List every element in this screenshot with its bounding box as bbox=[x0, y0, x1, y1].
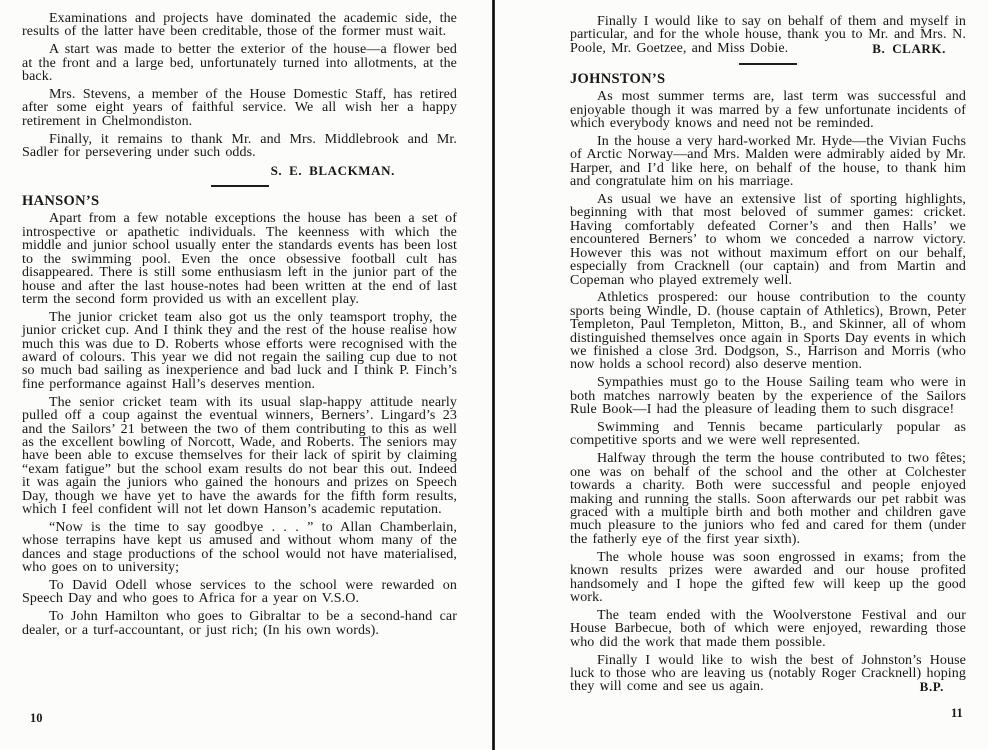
paragraph-johnstons-farewell-text: Finally I would like to wish the best of Johnston’s House luck to those who are leaving us (notably Roger Cracknell) hoping they will come and see us again. bbox=[570, 652, 966, 695]
paragraph-cricket-highlights: As usual we have an extensive list of sporting highlights, beginning with that most beloved of summer games: cricket. Having comfortably defeated Corner’s and then Halls’ we encountered Berners’ to whom we conceded a narrow victory. However this was not without maximum effort on our behalf, especially from Cracknell (our captain) and from Martin and Copeman who played extremely well. bbox=[570, 192, 966, 288]
paragraph-clark-closing bbox=[570, 15, 966, 55]
page-right bbox=[570, 0, 966, 698]
paragraph-sailing-sympathies: Sympathies must go to the House Sailing team who were in both matches narrowly beaten by the experience of the Sailors Rule Book—I had the pleasure of leading them to such disgrace! bbox=[570, 375, 966, 418]
paragraph-john-hamilton: To John Hamilton who goes to Gibraltar to be a second-hand car dealer, or a turf-accountant, or just rich; (In his own words). bbox=[22, 609, 457, 638]
paragraph-fetes-rabbit: Halfway through the term the house contributed to two fêtes; one was on behalf of the school and the other at Colchester towards a charity. Both were successful and people enjoyed making and running the stalls. Soon afterwards our pet rabbit was graced with a multiple birth and both mother and children gave much pleasure to the juniors who fed and cared for them (under the fatherly eye of the first year sixth). bbox=[570, 451, 966, 547]
paragraph-thanks-middlebrook: Finally, it remains to thank Mr. and Mrs. Middlebrook and Mr. Sadler for persevering under such odds. bbox=[22, 131, 457, 161]
paragraph-clark-closing-text: Finally I would like to say on behalf of them and myself in particular, and for the whole house, thank you to Mr. and Mrs. N. Poole, Mr. Goetzee, and Miss Dobie. bbox=[570, 14, 966, 56]
paragraph-goodbye-chamberlain: “Now is the time to say goodbye . . . ” to Allan Chamberlain, whose terrapins have kept us amused and without whom many of the dances and stage productions of the school would not have materialised, who goes on to university; bbox=[22, 519, 457, 576]
page-gutter-divider bbox=[492, 0, 495, 750]
section-heading-hansons: HANSON’S bbox=[22, 193, 100, 210]
paragraph-junior-cricket: The junior cricket team also got us the only teamsport trophy, the junior cricket cup. And I think they and the rest of the house realise how much this was due to D. Roberts whose efforts were recognised with the award of colours. This year we did not regain the sailing cup due to not so much bad sailing as inexperience and bad luck and I think P. Finch’s fine performance against Hall’s deserves mention. bbox=[22, 309, 457, 392]
section-divider-rule bbox=[739, 63, 797, 65]
paragraph-david-odell: To David Odell whose services to the school were rewarded on Speech Day and who goes to Africa for a year on V.S.O. bbox=[22, 578, 457, 607]
signature-clark: B. CLARK. bbox=[872, 40, 946, 56]
paragraph-flower-bed: A start was made to better the exterior of the house—a flower bed at the front and a large bed, unfortunately turned into allotments, at the back. bbox=[22, 42, 457, 85]
section-divider-rule bbox=[211, 185, 269, 187]
paragraph-hansons-intro: Apart from a few notable exceptions the house has been a set of introspective or apathetic individuals. The keenness with which the middle and junior school usually enter the standards events has been lost to the swimming pool. Even the once obsessive football cult has disappeared. There is still some enthusiasm left in the junior part of the house and after the last house-notes had been written at the end of last term the second form provided us with an excellent play. bbox=[22, 211, 457, 307]
paragraph-swimming-tennis: Swimming and Tennis became particularly popular as competitive sports and we were well represented. bbox=[570, 420, 966, 449]
signature-bp: B.P. bbox=[919, 679, 944, 695]
paragraph-athletics: Athletics prospered: our house contribution to the county sports being Windle, D. (house captain of Athletics), Brown, Peter Templeton, Paul Templeton, Mitton, B., and Skinner, all of whom distinguished themselves once again in Sports Day events in which we finished a close 3rd. Dodgson, S., Harrison and Morris (who now holds a school record) also deserve mention. bbox=[570, 290, 966, 373]
section-heading-johnstons: JOHNSTON’S bbox=[570, 71, 666, 88]
paragraph-mrs-stevens: Mrs. Stevens, a member of the House Domestic Staff, has retired after some eight years of faithful service. We all wish her a happy retirement in Chelmondiston. bbox=[22, 87, 457, 129]
paragraph-mr-hyde: In the house a very hard-worked Mr. Hyde—the Vivian Fuchs of Arctic Norway—and Mrs. Malden were admirably aided by Mr. Harper, and I’d like here, on behalf of the house, to thank him and congratulate him on his marriage. bbox=[570, 133, 966, 190]
paragraph-johnstons-intro: As most summer terms are, last term was successful and enjoyable though it was marred by a few unfortunate incidents of which everybody knows and need not be reminded. bbox=[570, 89, 966, 132]
page-number-right: 11 bbox=[951, 706, 963, 720]
paragraph-exams: Examinations and projects have dominated the academic side, the results of the latter have been creditable, those of the former must wait. bbox=[22, 11, 457, 40]
paragraph-johnstons-farewell bbox=[570, 654, 966, 694]
paragraph-festival-barbecue: The team ended with the Woolverstone Festival and our House Barbecue, both of which were enjoyed, rewarding those who did the work that made them possible. bbox=[570, 607, 966, 650]
signature-blackman: S. E. BLACKMAN. bbox=[270, 163, 395, 179]
page-left bbox=[22, 0, 457, 642]
page-number-left: 10 bbox=[30, 711, 43, 725]
paragraph-senior-cricket: The senior cricket team with its usual slap-happy attitude nearly pulled off a coup against the eventual winners, Berners’. Lingard’s 23 and the Sailors’ 21 between the two of them contributing to this as well as the excellent bowling of Norcott, Wade, and Roberts. The seniors may have been able to excuse themselves for their lack of spirit by claiming “exam fatigue” but the school exam results do not bear this out. Indeed it was again the juniors who gained the honours and prizes on Speech Day, though we have yet to have the awards for the fifth form results, which I feel confident will not let down Hanson’s academic reputation. bbox=[22, 394, 457, 517]
paragraph-exams-prizes: The whole house was soon engrossed in exams; from the known results prizes were awarded and our house profited handsomely and I hope the gifted few will keep up the good work. bbox=[570, 549, 966, 605]
